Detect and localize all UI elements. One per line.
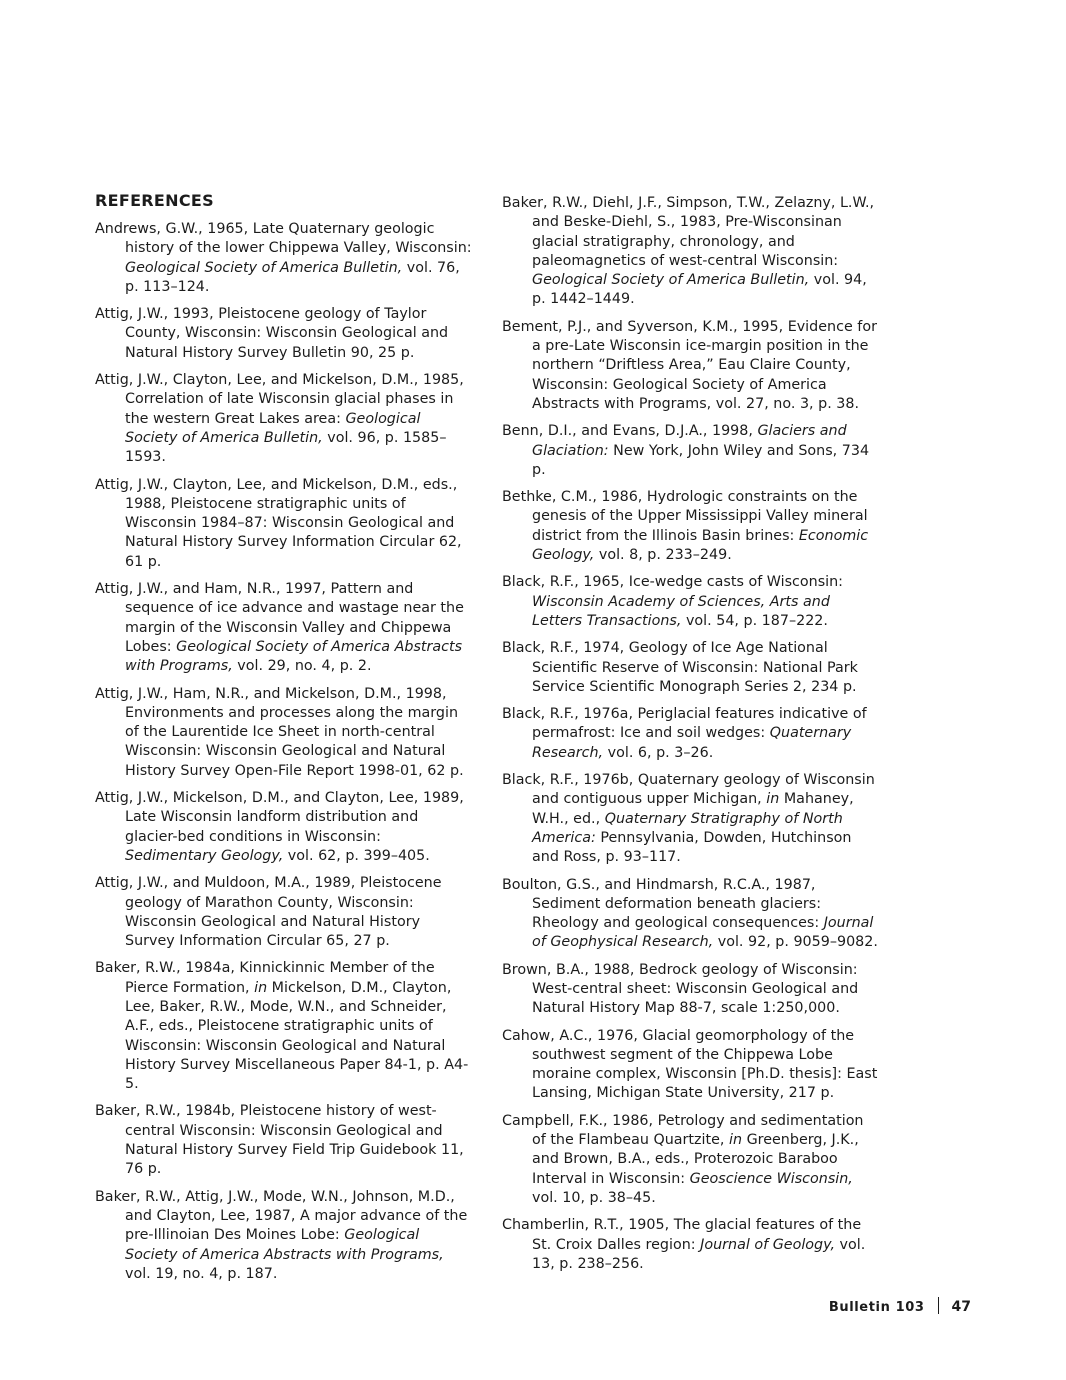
reference-italic-text: Quaternary Research, [532, 725, 852, 761]
reference-text: Cahow, A.C., 1976, Glacial geomorphology of the southwest segment of the Chippewa Lobe moraine complex, Wisconsin [Ph.D. thesis]: East Lansing, Michigan State University, 217 p. [502, 1027, 878, 1102]
reference-italic-text: Geological Society of America Abstracts with Programs, [125, 1227, 444, 1263]
reference-text: vol. 62, p. 399–405. [283, 847, 430, 864]
reference-text: Attig, J.W., Clayton, Lee, and Mickelson, D.M., 1985, Correlation of late Wisconsin glacial phases in the western Great Lakes area: [95, 372, 464, 427]
reference-italic-text: Sedimentary Geology, [125, 847, 284, 864]
reference-text: Black, R.F., 1976b, Quaternary geology of Wisconsin and contiguous upper Michigan, [502, 772, 875, 808]
reference-entry [95, 685, 473, 781]
reference-text: vol. 54, p. 187–222. [681, 612, 828, 629]
reference-entry [95, 874, 473, 951]
reference-text: Baker, R.W., Attig, J.W., Mode, W.N., Johnson, M.D., and Clayton, Lee, 1987, A major advance of the pre-Illinoian Des Moines Lobe: [95, 1188, 468, 1244]
reference-text: Attig, J.W., and Ham, N.R., 1997, Pattern and sequence of ice advance and wastage near the margin of the Wisconsin Valley and Chippewa Lobes: [95, 581, 464, 655]
reference-italic-text: Journal of Geophysical Research, [532, 915, 874, 951]
reference-text: vol. 6, p. 3–26. [603, 744, 714, 761]
reference-text: vol. 94, p. 1442–1449. [532, 272, 867, 308]
reference-text: vol. 76, p. 113–124. [125, 259, 460, 295]
right-column [502, 194, 880, 1282]
right-reference-list [502, 194, 880, 1274]
reference-entry [95, 959, 473, 1094]
reference-text: Pennsylvania, Dowden, Hutchinson and Ross, p. 93–117. [532, 829, 852, 866]
reference-text: Attig, J.W., Ham, N.R., and Mickelson, D.M., 1998, Environments and processes along the margin of the Laurentide Ice Sheet in north-central Wisconsin: Wisconsin Geological and Natural History Survey Open-File Report 1998-01, 62 p. [95, 685, 464, 779]
footer-divider [938, 1297, 939, 1314]
reference-text: vol. 96, p. 1585–1593. [125, 429, 447, 466]
reference-entry [95, 1102, 473, 1179]
reference-text: Andrews, G.W., 1965, Late Quaternary geologic history of the lower Chippewa Valley, Wisconsin: [95, 221, 472, 257]
reference-text: Black, R.F., 1974, Geology of Ice Age National Scientific Reserve of Wisconsin: National Park Service Scientific Monograph Series 2, 234 p. [502, 640, 858, 695]
page-footer [829, 1297, 971, 1315]
reference-text: Chamberlin, R.T., 1905, The glacial features of the St. Croix Dalles region: [502, 1217, 862, 1253]
reference-entry [502, 1216, 880, 1274]
reference-text: Bethke, C.M., 1986, Hydrologic constraints on the genesis of the Upper Mississippi Valley mineral district from the Illinois Basin brines: [502, 489, 868, 544]
reference-text: Baker, R.W., Diehl, J.F., Simpson, T.W., Zelazny, L.W., and Beske-Diehl, S., 1983, Pre-Wisconsinan glacial stratigraphy, chronology, and paleomagnetics of west-central Wisconsin: [502, 195, 875, 269]
reference-entry [502, 771, 880, 867]
reference-entry [95, 220, 473, 297]
reference-italic-text: Quaternary Stratigraphy of North America: [532, 810, 843, 846]
reference-italic-text: Glaciers and Glaciation: [532, 423, 847, 459]
reference-text: Mahaney, W.H., ed., [532, 791, 854, 827]
reference-entry [502, 705, 880, 763]
left-column [95, 190, 473, 1292]
reference-entry [502, 876, 880, 953]
reference-italic-text: Wisconsin Academy of Sciences, Arts and Letters Transactions, [532, 593, 830, 629]
reference-entry [95, 789, 473, 866]
reference-text: Campbell, F.K., 1986, Petrology and sedimentation of the Flambeau Quartzite, [502, 1112, 864, 1149]
reference-text: Greenberg, J.K., and Brown, B.A., eds., Proterozoic Baraboo Interval in Wisconsin: [532, 1132, 859, 1187]
reference-text: Mickelson, D.M., Clayton, Lee, Baker, R.W., Mode, W.N., and Schneider, A.F., eds., Pleistocene stratigraphic units of Wisconsin: Wisconsin Geological and Natural History Survey Miscellaneous Paper 84-1, p. A4-5. [125, 979, 469, 1093]
reference-italic-text: Geological Society of America Bulletin, [125, 259, 403, 276]
reference-italic-text: in [766, 791, 780, 808]
reference-entry [95, 1188, 473, 1284]
reference-italic-text: Journal of Geology, [700, 1236, 836, 1253]
reference-italic-text: Geological Society of America Abstracts with Programs, [125, 638, 463, 675]
reference-text: vol. 92, p. 9059–9082. [713, 934, 878, 951]
reference-text: Boulton, G.S., and Hindmarsh, R.C.A., 1987, Sediment deformation beneath glaciers: Rheology and geological consequences: [502, 876, 824, 932]
reference-entry [502, 573, 880, 631]
reference-entry [502, 422, 880, 480]
reference-entry [95, 580, 473, 676]
reference-italic-text: Economic Geology, [532, 527, 869, 564]
reference-text: Black, R.F., 1976a, Periglacial features indicative of permafrost: Ice and soil wedges: [502, 706, 867, 742]
reference-text: Bement, P.J., and Syverson, K.M., 1995, Evidence for a pre-Late Wisconsin ice-margin position in the northern “Driftless Area,” Eau Claire County, Wisconsin: Geological Society of America Abstracts with Programs, vol. 27, no. 3, p. 38. [502, 318, 877, 412]
reference-text: Black, R.F., 1965, Ice-wedge casts of Wisconsin: [502, 574, 843, 591]
reference-text: vol. 29, no. 4, p. 2. [232, 658, 372, 675]
reference-italic-text: in [728, 1132, 743, 1149]
reference-text: vol. 13, p. 238–256. [532, 1236, 866, 1272]
reference-text: Baker, R.W., 1984b, Pleistocene history of west-central Wisconsin: Wisconsin Geological and Natural History Survey Field Trip Guidebook 11, 76 p. [95, 1103, 464, 1178]
reference-text: vol. 19, no. 4, p. 187. [125, 1265, 278, 1282]
reference-entry [502, 639, 880, 697]
reference-italic-text: in [254, 979, 268, 996]
reference-entry [502, 318, 880, 414]
reference-text: Attig, J.W., 1993, Pleistocene geology of Taylor County, Wisconsin: Wisconsin Geological and Natural History Survey Bulletin 90, 25 p. [95, 306, 449, 361]
left-reference-list [95, 220, 473, 1284]
section-heading: REFERENCES [95, 191, 214, 210]
reference-text: Brown, B.A., 1988, Bedrock geology of Wisconsin: West-central sheet: Wisconsin Geological and Natural History Map 88-7, scale 1:250,000. [502, 961, 859, 1017]
reference-text: Baker, R.W., 1984a, Kinnickinnic Member of the Pierce Formation, [95, 960, 435, 996]
reference-italic-text: Geological Society of America Bulletin, [125, 410, 421, 446]
reference-entry [95, 371, 473, 467]
reference-entry [502, 1027, 880, 1104]
reference-entry [95, 305, 473, 363]
reference-italic-text: Geoscience Wisconsin, [689, 1170, 853, 1187]
reference-entry [502, 1112, 880, 1208]
reference-text: Attig, J.W., and Muldoon, M.A., 1989, Pleistocene geology of Marathon County, Wisconsin: Wisconsin Geological and Natural History Survey Information Circular 65, 27 p. [95, 875, 442, 950]
page-number: 47 [951, 1299, 971, 1315]
reference-text: vol. 10, p. 38–45. [532, 1189, 656, 1206]
reference-text: Attig, J.W., Mickelson, D.M., and Clayton, Lee, 1989, Late Wisconsin landform distribution and glacier-bed conditions in Wisconsin: [95, 790, 464, 845]
reference-entry [95, 476, 473, 572]
reference-text: Benn, D.I., and Evans, D.J.A., 1998, [502, 423, 758, 440]
bulletin-label: Bulletin 103 [828, 1300, 925, 1315]
reference-entry [502, 488, 880, 565]
reference-entry [502, 961, 880, 1019]
reference-text: vol. 8, p. 233–249. [594, 547, 732, 564]
reference-text: New York, John Wiley and Sons, 734 p. [532, 442, 870, 478]
reference-text: Attig, J.W., Clayton, Lee, and Mickelson, D.M., eds., 1988, Pleistocene stratigraphic units of Wisconsin 1984–87: Wisconsin Geological and Natural History Survey Information Circular 62, 61 p. [95, 476, 462, 570]
reference-italic-text: Geological Society of America Bulletin, [532, 272, 810, 289]
reference-entry [502, 194, 880, 310]
